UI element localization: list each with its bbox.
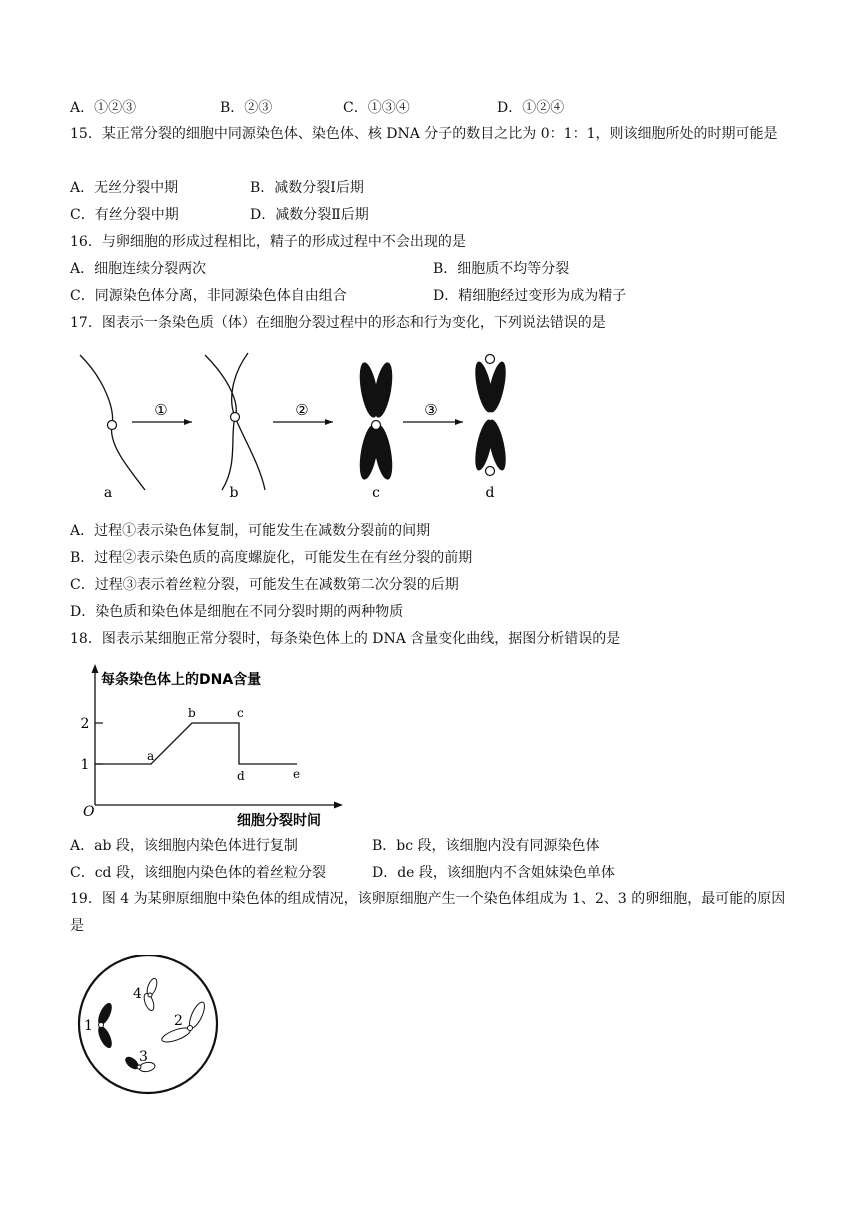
q15-stem: 15．某正常分裂的细胞中同源染色体、染色体、核 DNA 分子的数目之比为 0：1：1，则该细胞所处的时期可能是 bbox=[70, 126, 778, 142]
stage-label-b: b bbox=[229, 485, 239, 501]
chromosome-d bbox=[472, 355, 510, 476]
chromosome-label-1: 1 bbox=[84, 1018, 93, 1034]
q16-stem: 16．与卵细胞的形成过程相比，精子的形成过程中不会出现的是 bbox=[70, 234, 466, 250]
stage-label-c: c bbox=[372, 485, 380, 501]
q14-option-a: A．①②③ bbox=[70, 100, 137, 116]
stage-label-a: a bbox=[103, 485, 113, 501]
q16-option-a: A．细胞连续分裂两次 bbox=[70, 261, 207, 277]
y-tick-label-2: 2 bbox=[80, 716, 90, 732]
q16-option-b: B．细胞质不均等分裂 bbox=[433, 261, 570, 277]
q18-option-a: A．ab 段，该细胞内染色体进行复制 bbox=[70, 838, 298, 854]
stage-label-d: d bbox=[485, 485, 495, 501]
chromosome-2 bbox=[160, 1000, 207, 1045]
q14-option-c: C．①③④ bbox=[343, 100, 410, 116]
step-label-1: ① bbox=[154, 401, 168, 419]
q17-option-c: C．过程③表示着丝粒分裂，可能发生在减数第二次分裂的后期 bbox=[70, 577, 459, 593]
centromere-a bbox=[108, 421, 117, 430]
dna-content-chart bbox=[75, 660, 355, 832]
chromosome-4 bbox=[142, 977, 159, 1012]
chromatin-b-strand-1 bbox=[205, 355, 236, 490]
x-axis-title: 细胞分裂时间 bbox=[237, 813, 321, 829]
chromosome-label-4: 4 bbox=[133, 986, 142, 1002]
y-axis-title: 每条染色体上的DNA含量 bbox=[101, 672, 262, 688]
q15-option-c: C．有丝分裂中期 bbox=[70, 207, 179, 223]
centromere-d-bottom bbox=[486, 467, 495, 476]
q15-option-d: D．减数分裂Ⅱ后期 bbox=[250, 207, 369, 223]
centromere-d-top bbox=[486, 355, 495, 364]
point-label-d: d bbox=[237, 769, 245, 783]
q18-option-b: B．bc 段，该细胞内没有同源染色体 bbox=[372, 838, 600, 854]
step-label-2: ② bbox=[295, 401, 309, 419]
q14-option-d: D．①②④ bbox=[497, 100, 565, 116]
centromere-b bbox=[231, 413, 240, 422]
point-label-a: a bbox=[147, 749, 155, 763]
chromosome-label-3: 3 bbox=[139, 1049, 148, 1065]
q18-stem: 18．图表示某细胞正常分裂时，每条染色体上的 DNA 含量变化曲线，据图分析错误的是 bbox=[70, 631, 621, 647]
y-tick-label-1: 1 bbox=[80, 757, 90, 773]
q17-option-b: B．过程②表示染色质的高度螺旋化，可能发生在有丝分裂的前期 bbox=[70, 550, 473, 566]
q17-stem: 17．图表示一条染色质（体）在细胞分裂过程中的形态和行为变化，下列说法错误的是 bbox=[70, 315, 606, 331]
point-label-c: c bbox=[237, 706, 244, 720]
q16-option-c: C．同源染色体分离，非同源染色体自由组合 bbox=[70, 288, 347, 304]
q18-option-d: D．de 段，该细胞内不含姐妹染色单体 bbox=[372, 865, 615, 881]
dna-curve bbox=[95, 723, 297, 764]
point-label-e: e bbox=[293, 767, 301, 781]
origin-label: O bbox=[83, 804, 95, 820]
chromosome-1 bbox=[95, 1001, 114, 1050]
q17-option-d: D．染色质和染色体是细胞在不同分裂时期的两种物质 bbox=[70, 604, 404, 620]
q14-option-b: B．②③ bbox=[220, 100, 273, 116]
q15-option-a: A．无丝分裂中期 bbox=[70, 180, 179, 196]
q18-option-c: C．cd 段，该细胞内染色体的着丝粒分裂 bbox=[70, 865, 326, 881]
step-label-3: ③ bbox=[424, 401, 438, 419]
q15-option-b: B．减数分裂Ⅰ后期 bbox=[250, 180, 364, 196]
chromatin-change-figure bbox=[60, 345, 520, 505]
point-label-b: b bbox=[188, 706, 196, 720]
q17-option-a: A．过程①表示染色体复制，可能发生在减数分裂前的间期 bbox=[70, 523, 431, 539]
q19-stem: 19．图 4 为某卵原细胞中染色体的组成情况，该卵原细胞产生一个染色体组成为 1、2、3 的卵细胞，最可能的原因是 bbox=[70, 891, 786, 934]
chromosome-label-2: 2 bbox=[174, 1013, 183, 1029]
oogonium-figure bbox=[72, 955, 232, 1095]
q16-option-d: D．精细胞经过变形为成为精子 bbox=[433, 288, 627, 304]
centromere-c bbox=[372, 421, 381, 430]
chromosome-c bbox=[356, 361, 395, 481]
